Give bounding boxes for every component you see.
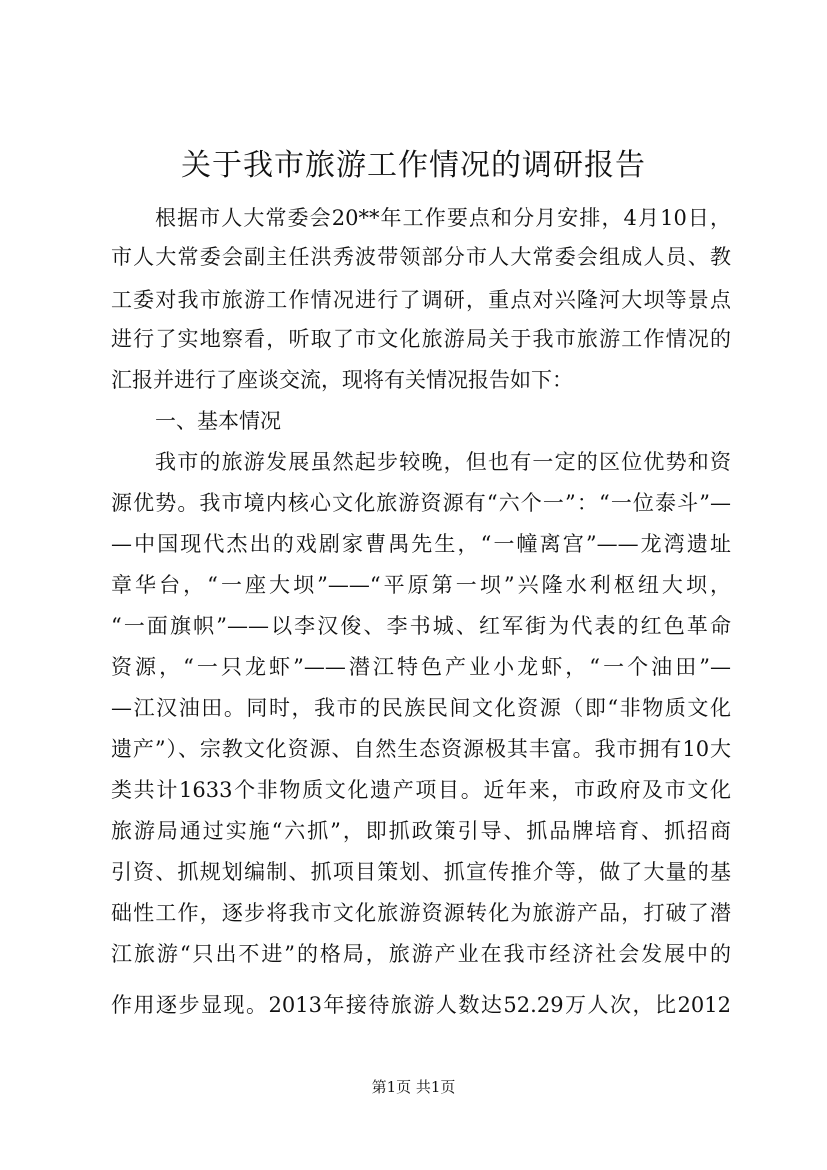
paragraph-line: 根据市人大常委会20**年工作要点和分月安排，4月10日， (155, 206, 731, 230)
paragraph-line: 引资、抓规划编制、抓项目策划、抓宣传推介等，做了大量的基 (111, 860, 731, 884)
paragraph-line: 类共计1633个非物质文化遗产项目。近年来，市政府及市文化 (111, 778, 731, 802)
paragraph-line: 工委对我市旅游工作情况进行了调研，重点对兴隆河大坝等景点 (111, 288, 731, 312)
paragraph-line: 进行了实地察看，听取了市文化旅游局关于我市旅游工作情况的 (111, 327, 731, 351)
document-title: 关于我市旅游工作情况的调研报告 (181, 148, 646, 183)
paragraph-line: “一面旗帜”——以李汉俊、李书城、红军街为代表的红色革命 (111, 614, 731, 638)
paragraph-line: 江旅游“只出不进”的格局，旅游产业在我市经济社会发展中的 (111, 942, 731, 966)
section-heading: 一、基本情况 (155, 409, 281, 433)
paragraph-line: 章华台，“一座大坝”——“平原第一坝”兴隆水利枢纽大坝， (111, 573, 731, 597)
paragraph-line: 遗产”）、宗教文化资源、自然生态资源极其丰富。我市拥有10大 (111, 737, 731, 761)
paragraph-line: 汇报并进行了座谈交流，现将有关情况报告如下： (111, 368, 573, 392)
paragraph-line: 础性工作，逐步将我市文化旅游资源转化为旅游产品，打破了潜 (111, 901, 731, 925)
paragraph-line: 作用逐步显现。2013年接待旅游人数达52.29万人次，比2012 (111, 993, 731, 1017)
paragraph-line: 我市的旅游发展虽然起步较晚，但也有一定的区位优势和资 (155, 450, 731, 474)
paragraph-line: —中国现代杰出的戏剧家曹禺先生，“一幢离宫”——龙湾遗址 (111, 532, 731, 556)
paragraph-line: —江汉油田。同时，我市的民族民间文化资源（即“非物质文化 (111, 696, 731, 720)
paragraph-line: 市人大常委会副主任洪秀波带领部分市人大常委会组成人员、教 (111, 245, 731, 269)
page-number-footer: 第1页 共1页 (371, 1078, 456, 1096)
paragraph-line: 资源，“一只龙虾”——潜江特色产业小龙虾，“一个油田”— (111, 655, 731, 679)
paragraph-line: 旅游局通过实施“六抓”，即抓政策引导、抓品牌培育、抓招商 (111, 819, 731, 843)
paragraph-line: 源优势。我市境内核心文化旅游资源有“六个一”：“一位泰斗”— (111, 491, 731, 515)
